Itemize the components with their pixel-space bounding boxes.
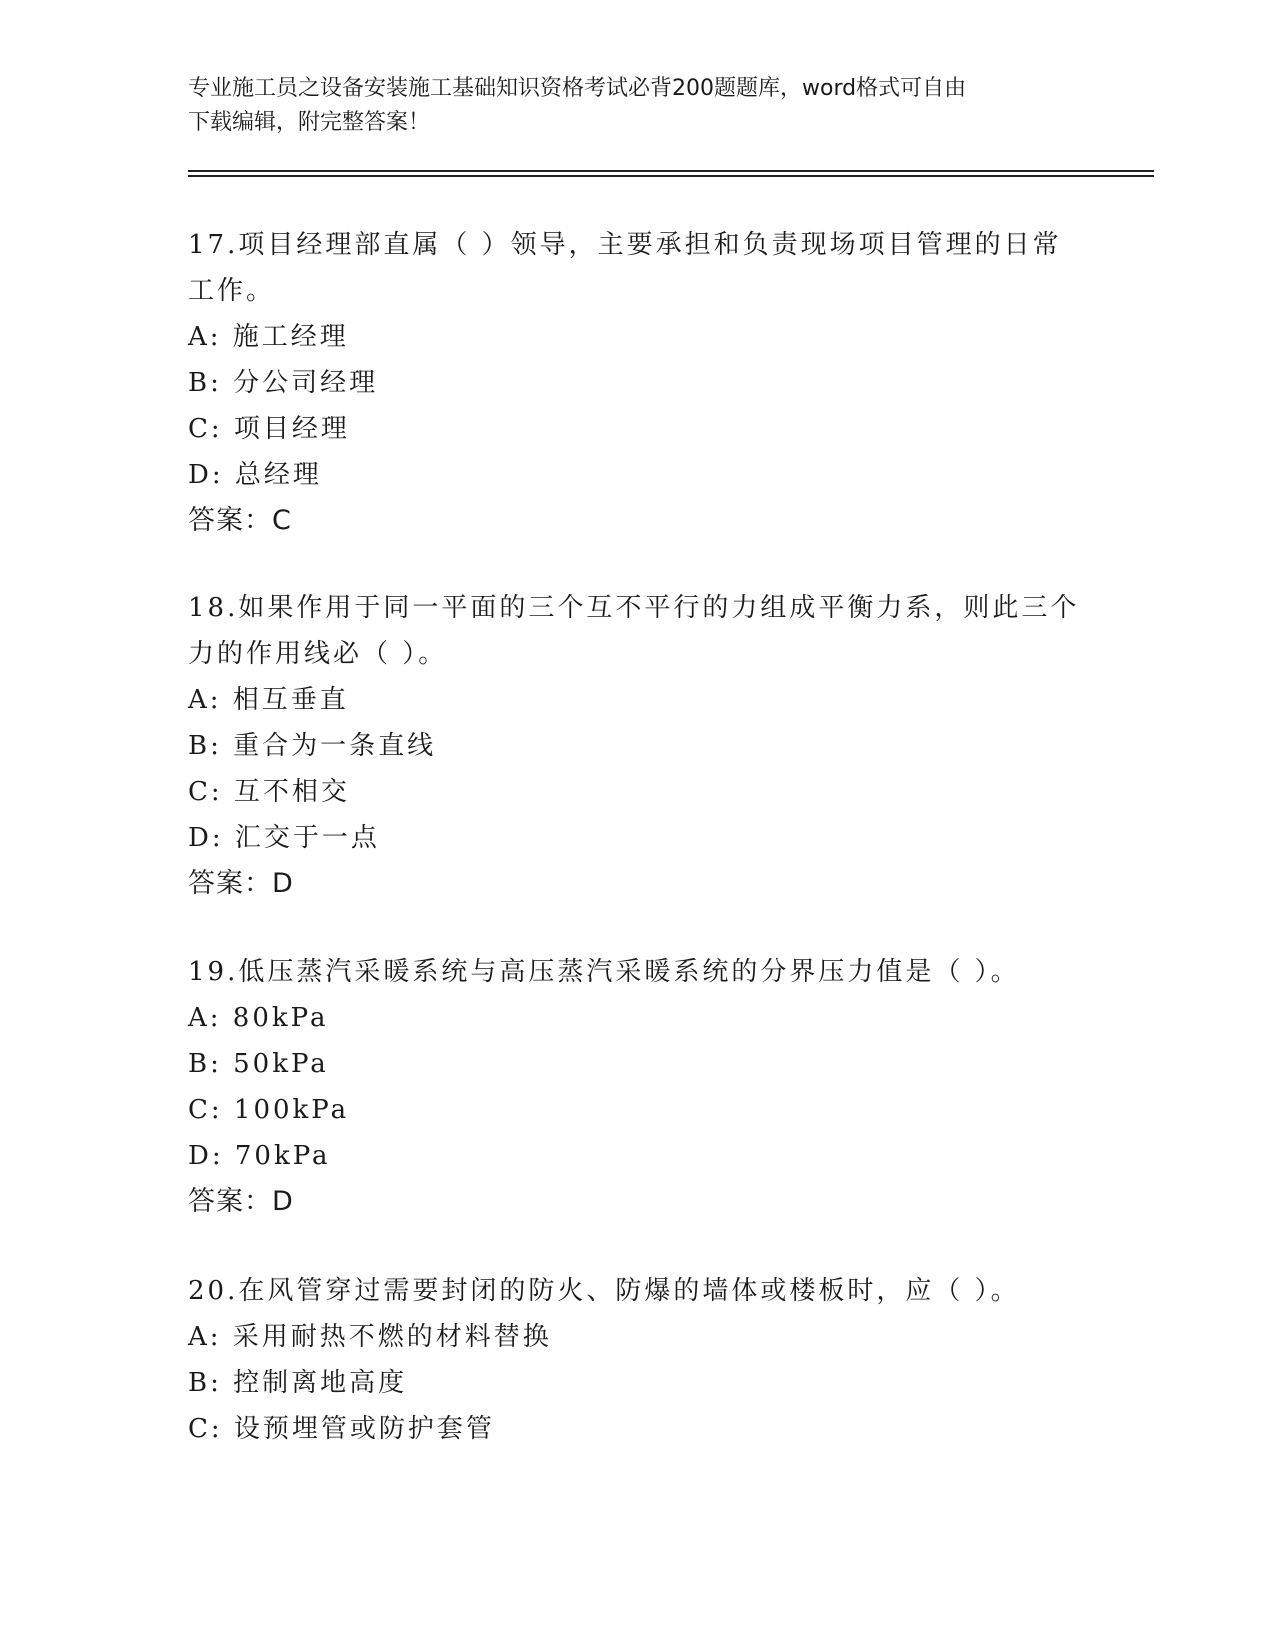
option-a: A: 相互垂直 — [188, 685, 349, 715]
option-a: A: 80kPa — [188, 1003, 329, 1033]
option-a: A: 施工经理 — [188, 322, 349, 352]
option-d: D: 总经理 — [188, 460, 322, 490]
question-stem: 17.项目经理部直属（ ）领导，主要承担和负责现场项目管理的日常 — [188, 230, 1062, 260]
answer: 答案：D — [188, 868, 294, 899]
question-stem: 19.低压蒸汽采暖系统与高压蒸汽采暖系统的分界压力值是（ ）。 — [188, 957, 1020, 987]
question-stem-continued: 工作。 — [188, 276, 276, 306]
answer: 答案：C — [188, 505, 292, 536]
option-b: B: 50kPa — [188, 1049, 329, 1079]
option-c: C: 项目经理 — [188, 414, 350, 444]
question-18 — [188, 585, 1088, 907]
option-b: B: 分公司经理 — [188, 368, 379, 398]
header-rule-top — [188, 170, 1154, 172]
option-c: C: 互不相交 — [188, 777, 350, 807]
option-c: C: 100kPa — [188, 1095, 350, 1125]
option-a: A: 采用耐热不燃的材料替换 — [188, 1322, 552, 1352]
header-line-1: 专业施工员之设备安装施工基础知识资格考试必背200题题库，word格式可自由 — [188, 76, 967, 101]
question-stem: 20.在风管穿过需要封闭的防火、防爆的墙体或楼板时，应（ ）。 — [188, 1276, 1020, 1306]
option-b: B: 控制离地高度 — [188, 1368, 408, 1398]
question-17 — [188, 222, 1088, 544]
document-header — [188, 72, 1078, 140]
question-20 — [188, 1268, 1088, 1452]
question-19 — [188, 949, 1088, 1225]
option-b: B: 重合为一条直线 — [188, 731, 437, 761]
answer: 答案：D — [188, 1186, 294, 1217]
header-rule-bottom — [188, 175, 1154, 177]
question-stem: 18.如果作用于同一平面的三个互不平行的力组成平衡力系，则此三个 — [188, 593, 1080, 623]
header-line-2: 下载编辑，附完整答案！ — [188, 110, 431, 135]
option-d: D: 汇交于一点 — [188, 823, 380, 853]
option-d: D: 70kPa — [188, 1141, 331, 1171]
option-c: C: 设预埋管或防护套管 — [188, 1414, 495, 1444]
question-stem-continued: 力的作用线必（ ）。 — [188, 639, 448, 669]
